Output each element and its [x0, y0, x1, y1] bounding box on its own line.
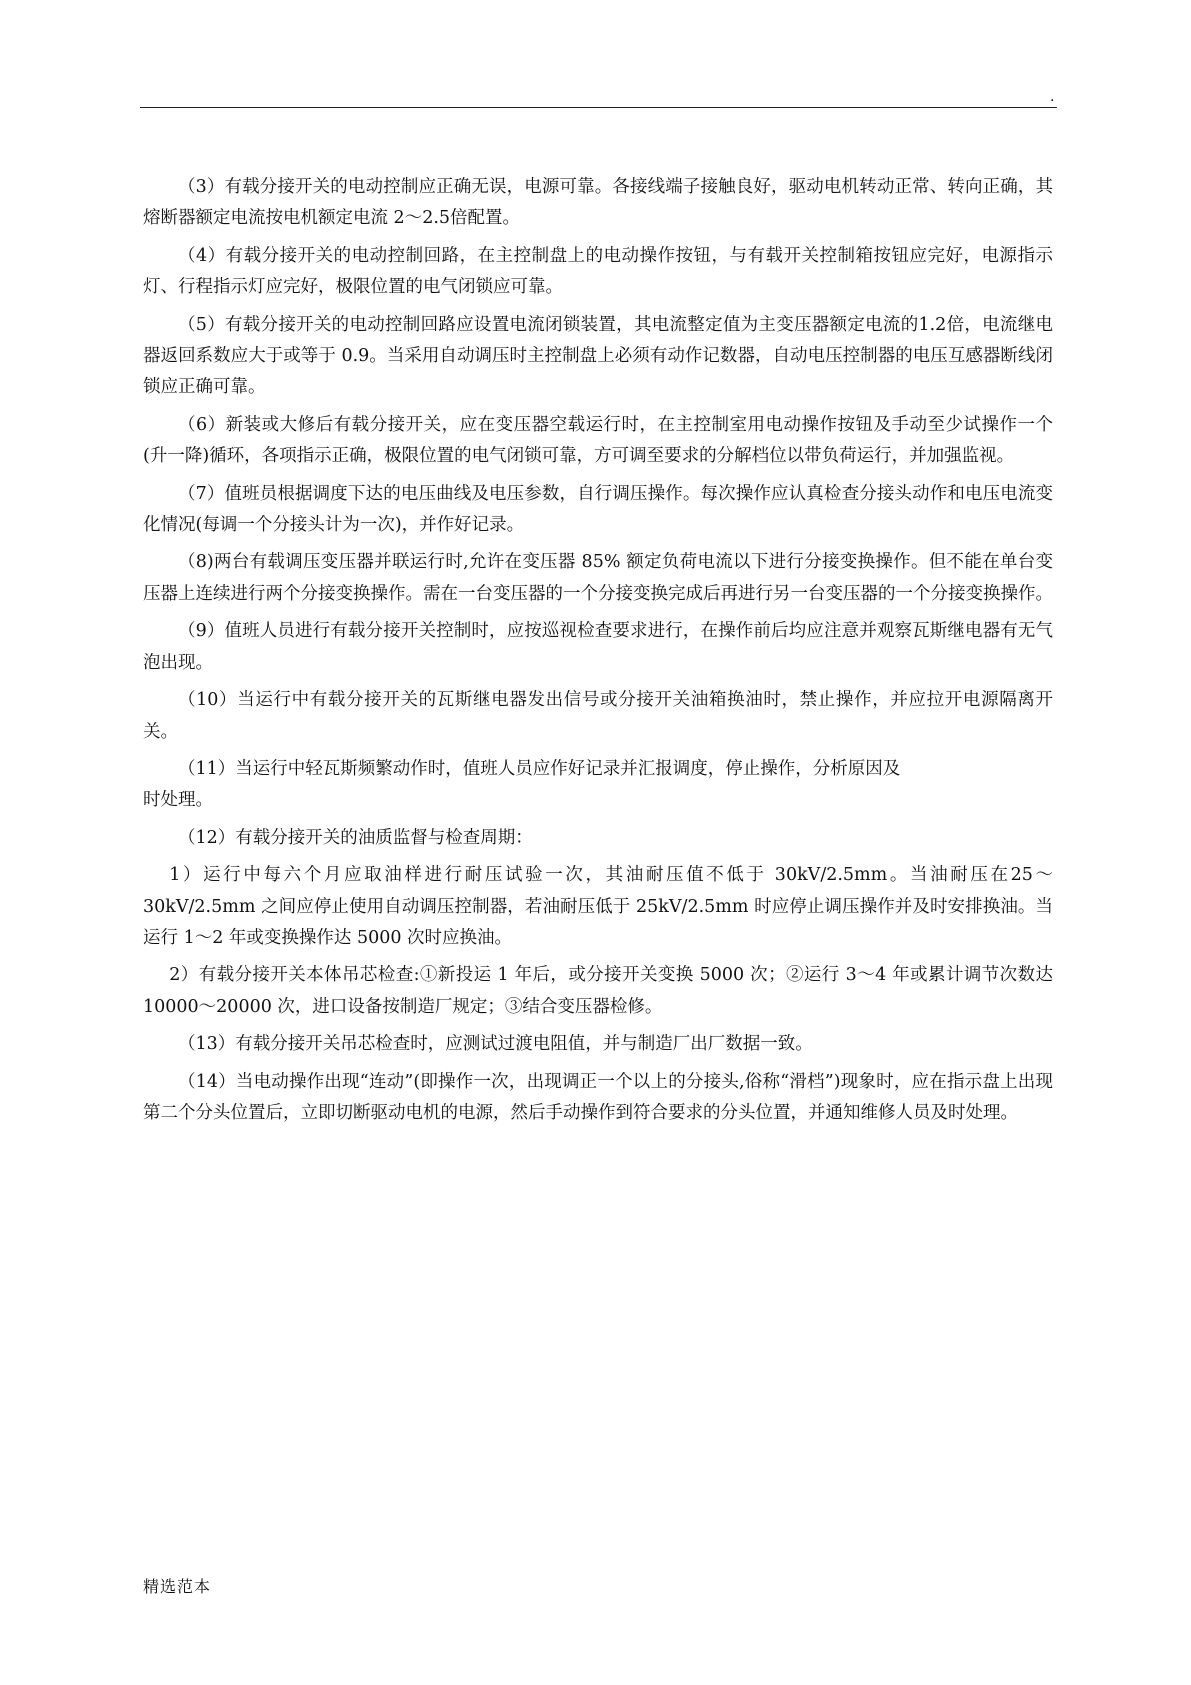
paragraph-5: （5）有载分接开关的电动控制回路应设置电流闭锁装置，其电流整定值为主变压器额定电流的1.2倍，电流继电器返回系数应大于或等于 0.9。当采用自动调压时主控制盘上必须有动作记数器，自动电压控制器的电压互感器断线闭锁应正确可靠。 [143, 314, 1053, 398]
header-rule [140, 107, 1057, 108]
paragraph-9: （9）值班人员进行有载分接开关控制时，应按巡视检查要求进行，在操作前后均应注意并观察瓦斯继电器有无气泡出现。 [143, 621, 1053, 673]
document-body [143, 172, 1053, 1135]
paragraph-4: （4）有载分接开关的电动控制回路，在主控制盘上的电动操作按钮，与有载开关控制箱按钮应完好，电源指示灯、行程指示灯应完好，极限位置的电气闭锁应可靠。 [143, 245, 1053, 298]
paragraph-12-item-1: 1）运行中每六个月应取油样进行耐压试验一次，其油耐压值不低于 30kV/2.5mm。当油耐压在25～30kV/2.5mm 之间应停止使用自动调压控制器，若油耐压低于 25kV/2.5mm 时应停止调压操作并及时安排换油。当运行 1～2 年或变换操作达 5000 次时应换油。 [143, 865, 1053, 948]
paragraph-13: （13）有载分接开关吊芯检查时，应测试过渡电阻值，并与制造厂出厂数据一致。 [178, 1034, 813, 1055]
header-mark: . [1050, 89, 1055, 105]
paragraph-11: （11）当运行中轻瓦斯频繁动作时，值班人员应作好记录并汇报调度，停止操作，分析原因及 [178, 758, 901, 779]
footer-text: 精选范本 [143, 1577, 212, 1596]
paragraph-14: （14）当电动操作出现“连动”(即操作一次，出现调正一个以上的分接头,俗称“滑档”)现象时，应在指示盘上出现第二个分头位置后，立即切断驱动电机的电源，然后手动操作到符合要求的分头位置，并通知维修人员及时处理。 [143, 1071, 1053, 1123]
paragraph-7: （7）值班员根据调度下达的电压曲线及电压参数，自行调压操作。每次操作应认真检查分接头动作和电压电流变化情况(每调一个分接头计为一次)，并作好记录。 [143, 483, 1053, 536]
paragraph-12: （12）有载分接开关的油质监督与检查周期： [178, 827, 533, 848]
paragraph-10: （10）当运行中有载分接开关的瓦斯继电器发出信号或分接开关油箱换油时，禁止操作，并应拉开电源隔离开关。 [143, 690, 1053, 742]
paragraph-12-item-2: 2）有载分接开关本体吊芯检查:①新投运 1 年后，或分接开关变换 5000 次；②运行 3～4 年或累计调节次数达 10000～20000 次，进口设备按制造厂规定；③结合变压器检修。 [143, 965, 1053, 1017]
paragraph-3: （3）有载分接开关的电动控制应正确无误，电源可靠。各接线端子接触良好，驱动电机转动正常、转向正确，其熔断器额定电流按电机额定电流 2～2.5倍配置。 [143, 177, 1053, 229]
paragraph-6: （6）新装或大修后有载分接开关，应在变压器空载运行时，在主控制室用电动操作按钮及手动至少试操作一个(升一降)循环，各项指示正确，极限位置的电气闭锁可靠，方可调至要求的分解档位以带负荷运行，并加强监视。 [143, 414, 1053, 467]
paragraph-8: （8)两台有载调压变压器并联运行时,允许在变压器 85% 额定负荷电流以下进行分接变换操作。但不能在单台变压器上连续进行两个分接变换操作。需在一台变压器的一个分接变换完成后再进行另一台变压器的一个分接变换操作。 [143, 552, 1053, 604]
paragraph-11-continuation: 时处理。 [143, 790, 213, 811]
